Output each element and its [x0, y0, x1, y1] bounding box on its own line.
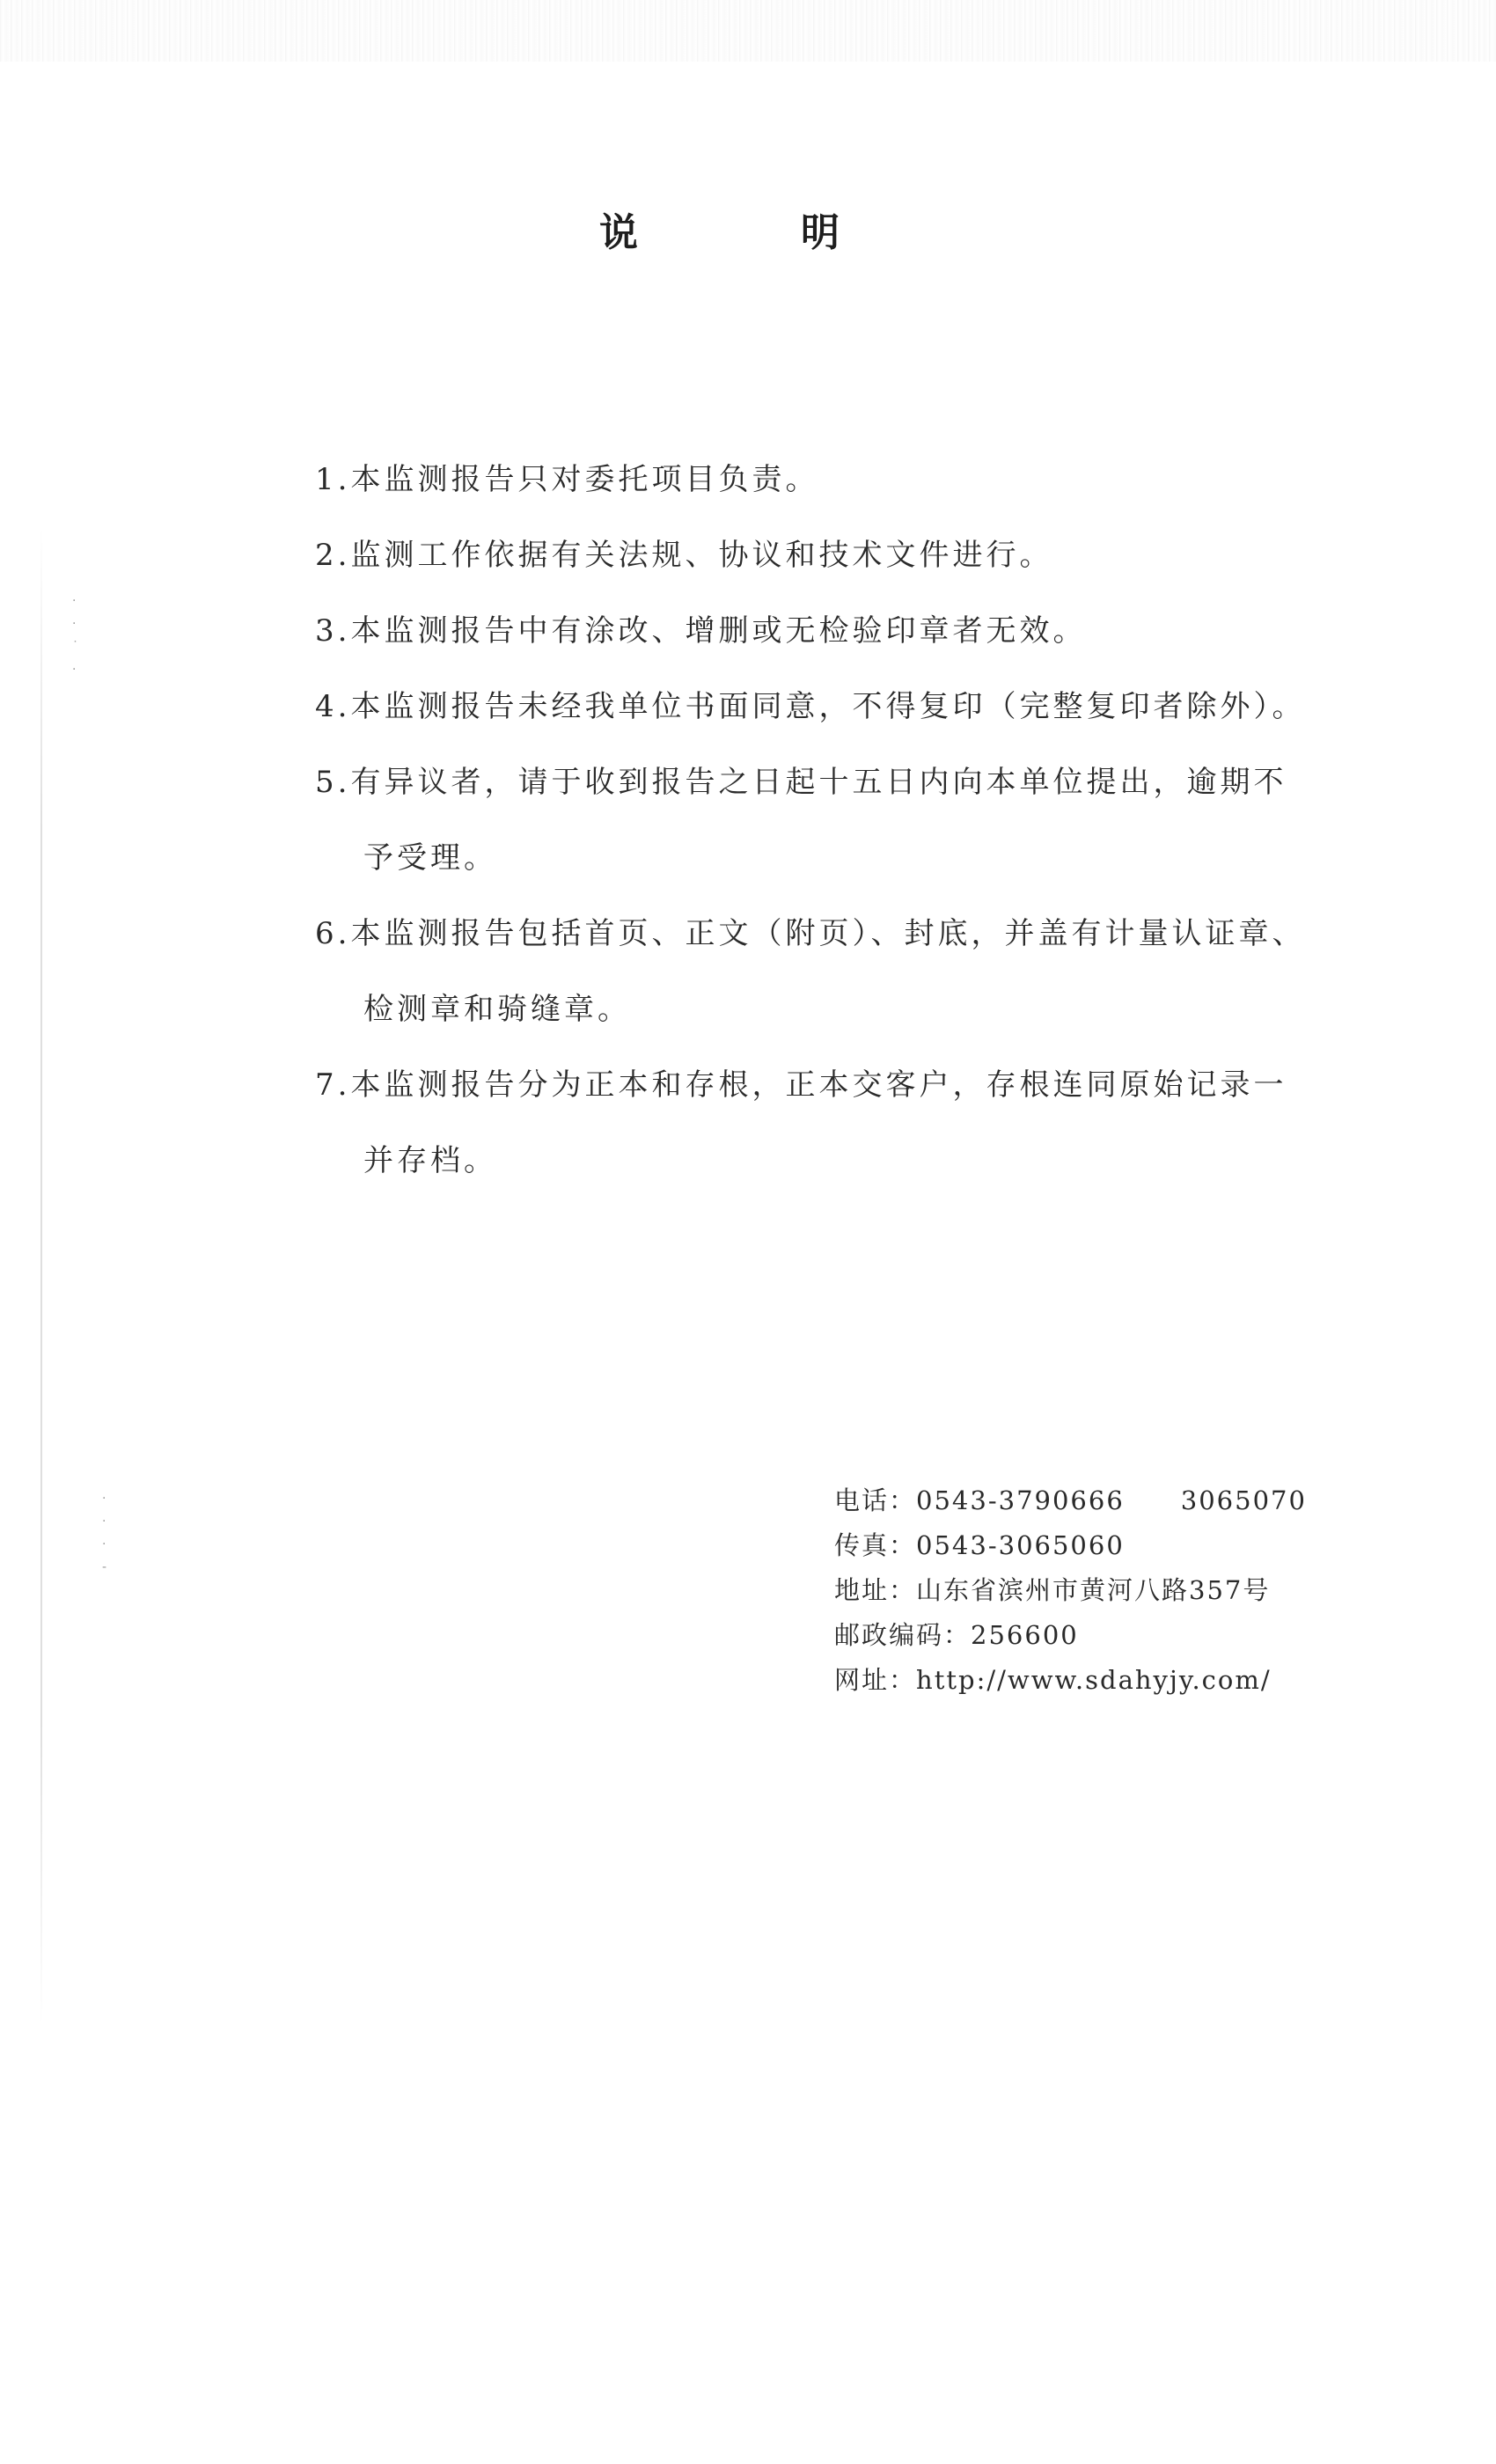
note-number: 4. [315, 689, 351, 724]
phone-number-primary: 0543-3790666 [916, 1485, 1125, 1515]
note-number: 3. [315, 613, 351, 649]
phone-number-secondary: 3065070 [1180, 1485, 1307, 1515]
note-text: 本监测报告包括首页、正文（附页）、封底，并盖有计量认证章、 [350, 916, 1306, 951]
contact-fax [834, 1523, 1380, 1568]
contact-block [834, 1478, 1380, 1703]
note-number: 6. [315, 916, 351, 951]
phone-label: 电话： [834, 1485, 917, 1515]
address-value: 山东省滨州市黄河八路357号 [916, 1575, 1271, 1605]
note-text: 本监测报告分为正本和存根，正本交客户，存根连同原始记录一 [350, 1067, 1287, 1103]
note-number: 2. [315, 538, 351, 573]
note-item-2 [315, 517, 1336, 593]
website-label: 网址： [834, 1665, 917, 1695]
note-item-4 [315, 669, 1336, 744]
note-continuation: 予受理。 [363, 840, 497, 876]
contact-phone [834, 1478, 1380, 1523]
postcode-value: 256600 [971, 1620, 1079, 1650]
contact-postcode [834, 1613, 1380, 1658]
note-number: 5. [315, 765, 351, 800]
address-label: 地址： [834, 1575, 917, 1605]
note-text: 监测工作依据有关法规、协议和技术文件进行。 [350, 538, 1053, 573]
note-number: 1. [315, 462, 351, 497]
note-text: 有异议者，请于收到报告之日起十五日内向本单位提出，逾期不 [350, 765, 1287, 800]
note-item-6 [315, 896, 1336, 1047]
scan-edge-line [40, 528, 42, 2024]
note-continuation: 并存档。 [363, 1143, 497, 1178]
notes-list [315, 442, 1336, 1199]
contact-address [834, 1568, 1380, 1613]
note-item-1 [315, 442, 1336, 517]
note-continuation: 检测章和骑缝章。 [363, 992, 631, 1027]
fax-number: 0543-3065060 [916, 1530, 1125, 1560]
scan-marks-left-lower: · · · - [102, 1492, 107, 1574]
note-text: 本监测报告中有涂改、增删或无检验印章者无效。 [350, 613, 1087, 649]
scan-marks-left-upper: · · ˙ · [72, 594, 78, 677]
note-item-3 [315, 593, 1336, 669]
note-item-7 [315, 1047, 1336, 1199]
postcode-label: 邮政编码： [834, 1620, 972, 1650]
scan-noise-top [0, 0, 1496, 62]
website-url: http://www.sdahyjy.com/ [916, 1665, 1272, 1695]
page-title: 说明 [599, 210, 1002, 255]
fax-label: 传真： [834, 1530, 917, 1560]
note-item-5 [315, 744, 1336, 896]
note-number: 7. [315, 1067, 351, 1103]
note-text: 本监测报告只对委托项目负责。 [350, 462, 819, 497]
note-text: 本监测报告未经我单位书面同意，不得复印（完整复印者除外）。 [350, 689, 1306, 724]
contact-website [834, 1658, 1380, 1703]
